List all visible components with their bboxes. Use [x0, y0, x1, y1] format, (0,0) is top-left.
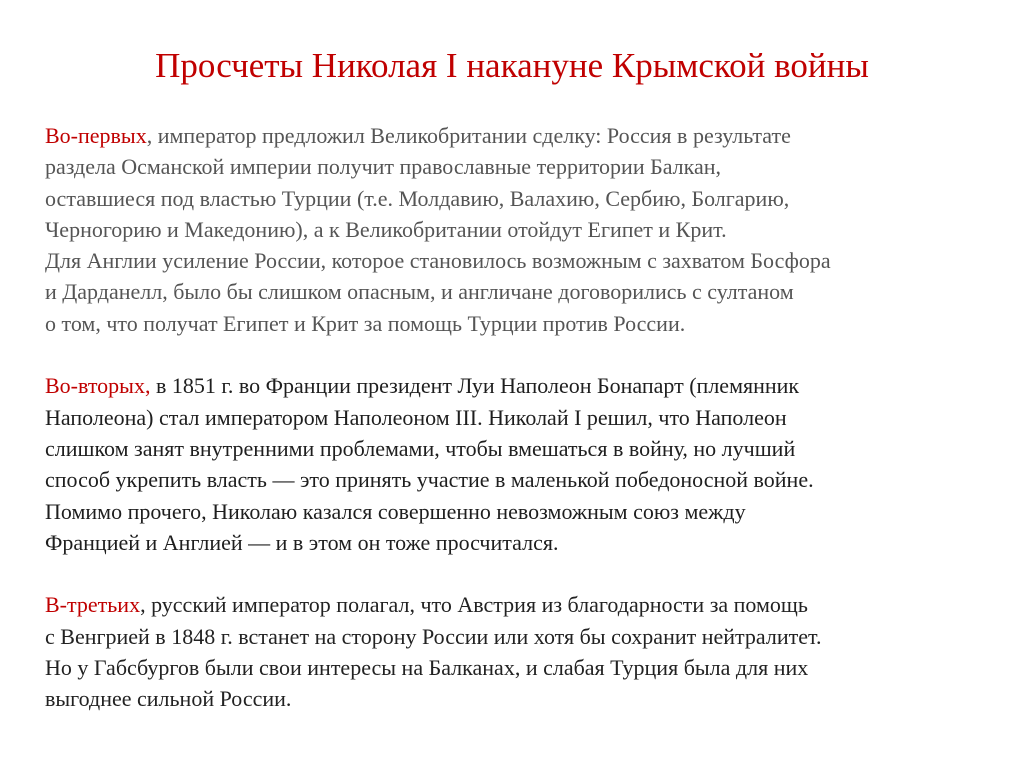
paragraph-second	[45, 370, 1005, 558]
paragraph-line: слишком занят внутренними проблемами, чтобы вмешаться в войну, но лучший	[45, 435, 796, 461]
slide-title: Просчеты Николая I накануне Крымской войны	[155, 46, 869, 85]
paragraph-line: Помимо прочего, Николаю казался совершенно невозможным союз между	[45, 498, 746, 524]
paragraph-line: Черногорию и Македонию), а к Великобритании отойдут Египет и Крит.	[45, 216, 727, 242]
paragraph-line: оставшиеся под властью Турции (т.е. Молдавию, Валахию, Сербию, Болгарию,	[45, 185, 790, 211]
paragraph-line	[45, 589, 1005, 620]
paragraph-first	[45, 120, 1005, 339]
paragraph-line-text: , император предложил Великобритании сделку: Россия в результате	[146, 123, 791, 148]
paragraph-line: Но у Габсбургов были свои интересы на Балканах, и слабая Турция была для них	[45, 655, 809, 681]
paragraph-line: о том, что получат Египет и Крит за помощь Турции против России.	[45, 310, 686, 336]
slide-body	[45, 120, 1005, 746]
paragraph-line: Для Англии усиление России, которое становилось возможным с захватом Босфора	[45, 248, 831, 274]
paragraph-line-text: , русский император полагал, что Австрия из благодарности за помощь	[140, 592, 808, 618]
paragraph-line-text: в 1851 г. во Франции президент Луи Наполеон Бонапарт (племянник	[150, 373, 800, 399]
paragraph-line: Наполеона) стал императором Наполеоном III. Николай I решил, что Наполеон	[45, 404, 787, 430]
paragraph-line: выгоднее сильной России.	[45, 686, 292, 712]
paragraph-lead: В-третьих	[45, 592, 141, 618]
paragraph-line: Францией и Англией — и в этом он тоже просчитался.	[45, 529, 559, 555]
paragraph-lead: Во-вторых,	[45, 373, 151, 399]
paragraph-line: и Дарданелл, было бы слишком опасным, и англичане договорились с султаном	[45, 279, 794, 305]
paragraph-line	[45, 120, 1005, 151]
paragraph-line: с Венгрией в 1848 г. встанет на сторону России или хотя бы сохранит нейтралитет.	[45, 623, 822, 649]
paragraph-lead: Во-первых	[45, 123, 147, 148]
paragraph-line: раздела Османской империи получит православные территории Балкан,	[45, 154, 722, 180]
paragraph-line	[45, 370, 1005, 401]
paragraph-line: способ укрепить власть — это принять участие в маленькой победоносной войне.	[45, 467, 814, 493]
paragraph-third	[45, 589, 1005, 714]
